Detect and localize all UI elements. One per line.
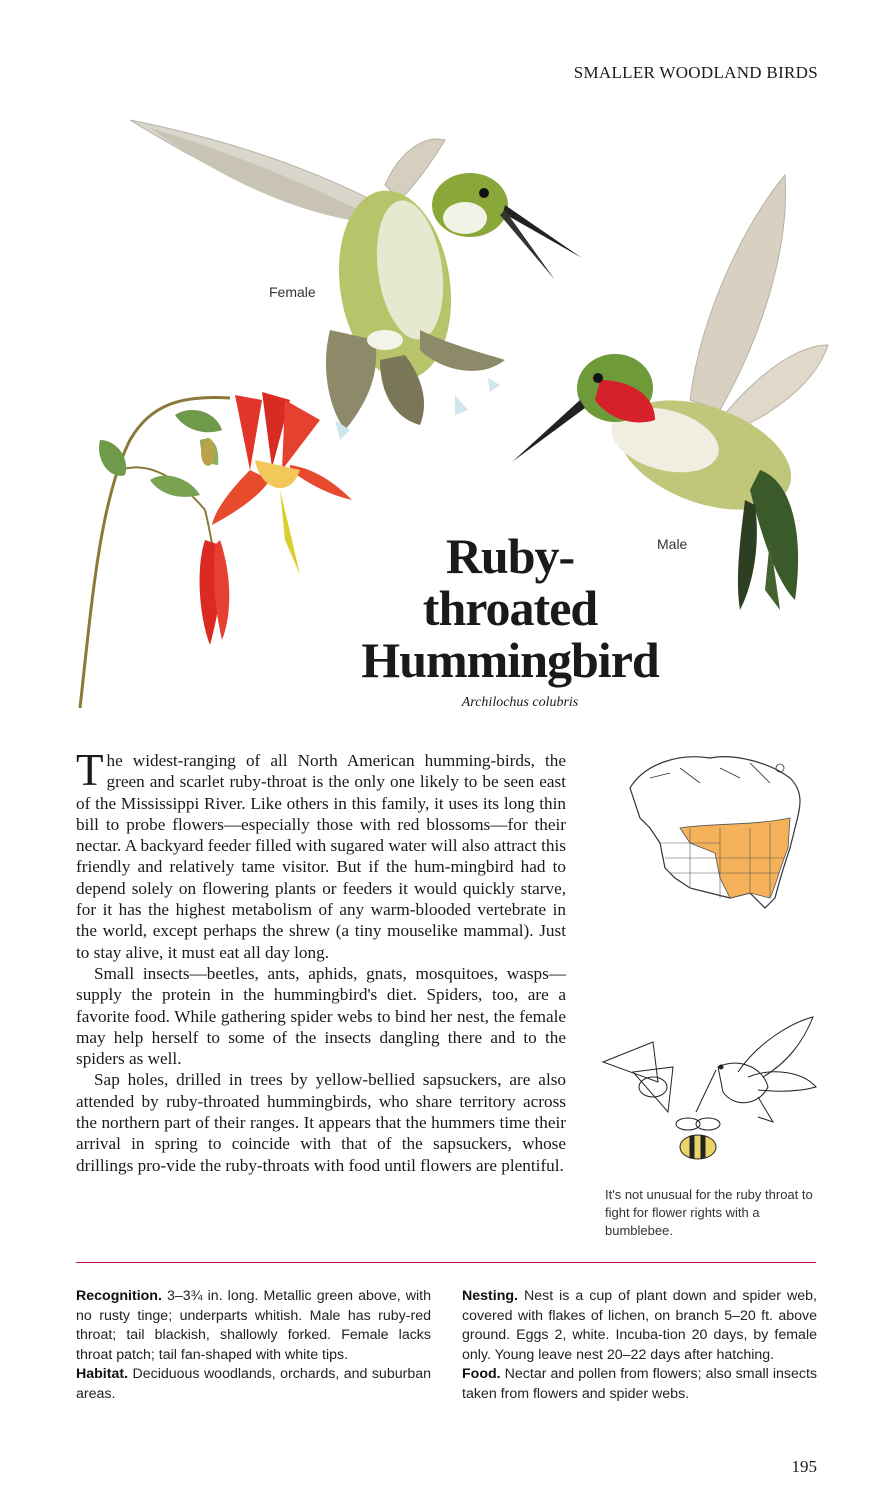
- female-hummingbird: [130, 120, 582, 440]
- female-caption: Female: [269, 284, 316, 300]
- facts-left-column: [76, 1287, 431, 1404]
- food-text: Nectar and pollen from flowers; also small insects taken from flowers and spider webs.: [462, 1366, 817, 1402]
- paragraph-1: [76, 745, 566, 963]
- title-line-1: Ruby-: [445, 528, 575, 584]
- food-entry: [462, 1365, 817, 1404]
- nesting-entry: [462, 1287, 817, 1365]
- page-number: 195: [791, 1457, 817, 1476]
- title-line-3: Hummingbird: [361, 632, 659, 688]
- section-header: SMALLER WOODLAND BIRDS: [573, 63, 818, 82]
- food-label: Food.: [462, 1366, 501, 1382]
- drop-cap: T: [76, 745, 104, 795]
- page-title: [330, 530, 690, 686]
- habitat-label: Habitat.: [76, 1366, 129, 1382]
- paragraph-1-text: he widest-ranging of all North American humming-birds, the green and scarlet ruby-throat is the only one likely to be seen east of the Mississippi River. Like others in this family, it uses its long thin bill to probe flowers—especially those with red blossoms—for their nectar. A backyard feeder filled with sugared water will also attract this friendly and relatively tame visitor. But if the hum-mingbird had to depend solely on flowering plants or feeders it would quickly starve, for it has the highest metabolism of any warm-blooded vertebrate in the world, except perhaps the shrew (a tiny mouselike mammal). Just to stay alive, it must eat all day long.: [76, 751, 566, 962]
- bumblebee-sketch: [598, 1012, 828, 1177]
- nesting-text: Nest is a cup of plant down and spider web, covered with flakes of lichen, on branch 5–20 ft. above ground. Eggs 2, white. Incuba-tion 20 days, by female only. Young leave nest 20–22 days after hatching.: [462, 1288, 817, 1363]
- recognition-text: 3–3¾ in. long. Metallic green above, with no rusty tinge; underparts whitish. Male has ruby-red throat; tail blackish, shallowly forked. Female lacks throat patch; tail fan-shaped with white tips.: [76, 1288, 431, 1363]
- sketch-caption: It's not unusual for the ruby throat to fight for flower rights with a bumblebee.: [605, 1187, 813, 1238]
- facts-right-column: [462, 1287, 817, 1404]
- bumblebee: [676, 1118, 720, 1159]
- scientific-name: Archilochus colubris: [461, 695, 579, 710]
- columbine-plant: [80, 392, 352, 708]
- recognition-label: Recognition.: [76, 1288, 162, 1304]
- habitat-text: Deciduous woodlands, orchards, and suburban areas.: [76, 1366, 431, 1402]
- divider-rule: [76, 1262, 816, 1263]
- title-line-2: throated: [422, 580, 598, 636]
- recognition-entry: [76, 1287, 431, 1365]
- nesting-label: Nesting.: [462, 1288, 518, 1304]
- body-text: [76, 745, 566, 1176]
- range-map: [620, 748, 820, 918]
- paragraph-2: Small insects—beetles, ants, aphids, gnats, mosquitoes, wasps—supply the protein in the hummingbird's diet. Spiders, too, are a favorite food. While gathering spider webs to bind her nest, the female may help herself to some of the insects dangling there and to the spiders as well.: [76, 963, 566, 1069]
- habitat-entry: [76, 1365, 431, 1404]
- male-caption: Male: [657, 536, 688, 552]
- paragraph-3: Sap holes, drilled in trees by yellow-bellied sapsuckers, are also attended by ruby-throated hummingbirds, who share territory across the northern part of their ranges. It appears that the hummers time their arrival in spring to coincide with that of the sapsuckers, whose drillings pro-vide the ruby-throats with food until flowers are plentiful.: [76, 1070, 566, 1175]
